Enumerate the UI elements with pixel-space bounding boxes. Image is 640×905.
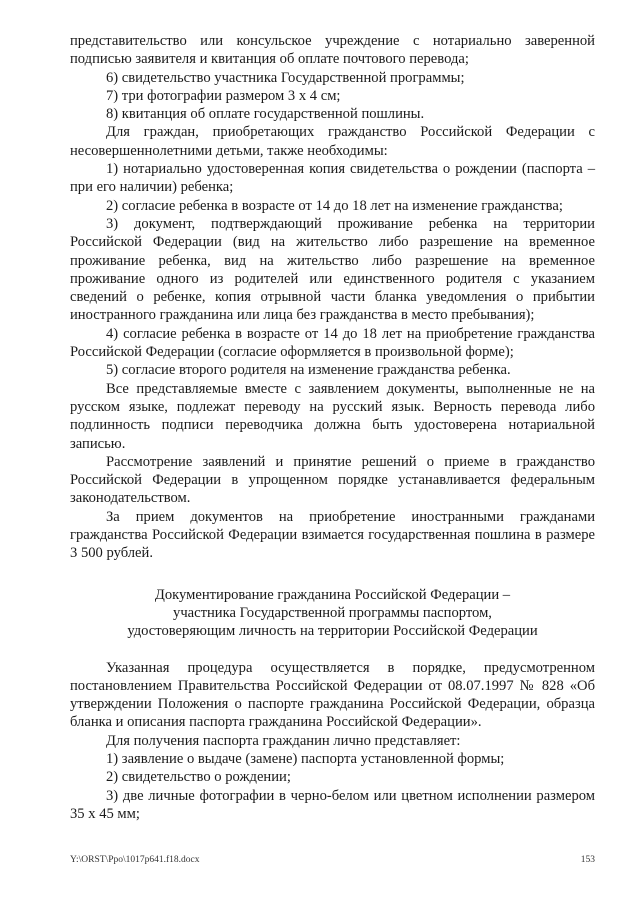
paragraph: 1) нотариально удостоверенная копия свидетельства о рождении (паспорта – при его наличии) ребенка; bbox=[70, 161, 595, 196]
paragraph: 3) две личные фотографии в черно-белом или цветном исполнении размером 35 х 45 мм; bbox=[70, 787, 595, 822]
paragraph: За прием документов на приобретение иностранными гражданами гражданства Российской Федерации взимается государственная пошлина в размере 3 500 рублей. bbox=[70, 508, 595, 562]
paragraph: Все представляемые вместе с заявлением документы, выполненные не на русском языке, подлежат переводу на русский язык. Верность перевода либо подлинность подписи переводчика должна быть удостоверена нотариальной записью. bbox=[70, 380, 595, 452]
paragraph: Для граждан, приобретающих гражданство Российской Федерации с несовершеннолетними детьми, также необходимы: bbox=[70, 124, 595, 159]
body-text-bottom bbox=[70, 659, 595, 824]
footer-file-path: Y:\ORST\Ppo\1017p641.f18.docx bbox=[70, 855, 200, 865]
paragraph: 8) квитанция об оплате государственной пошлины. bbox=[106, 106, 425, 123]
body-text-top bbox=[70, 32, 595, 563]
paragraph: Рассмотрение заявлений и принятие решений о приеме в гражданство Российской Федерации в упрощенном порядке устанавливается федеральным законодательством. bbox=[70, 453, 595, 507]
paragraph: 5) согласие второго родителя на изменение гражданства ребенка. bbox=[106, 362, 511, 379]
paragraph: представительство или консульское учреждение с нотариально заверенной подписью заявителя и квитанция об оплате почтового перевода; bbox=[70, 33, 595, 68]
paragraph: 3) документ, подтверждающий проживание ребенка на территории Российской Федерации (вид на жительство либо разрешение на временное проживание ребенка, вид на жительство либо разрешение на временное проживание одного из родителей или единственного родителя с указанием сведений о ребенке, копия отрывной части бланка уведомления о прибытии иностранного гражданина или лица без гражданства в место пребывания); bbox=[70, 215, 595, 324]
paragraph: Указанная процедура осуществляется в порядке, предусмотренном постановлением Правительства Российской Федерации от 08.07.1997 № 828 «Об утверждении Положения о паспорте гражданина Российской Федерации, образца бланка и описания паспорта гражданина Российской Федерации». bbox=[70, 659, 595, 731]
heading-line: участника Государственной программы паспортом, bbox=[173, 604, 492, 621]
paragraph: 2) свидетельство о рождении; bbox=[106, 769, 291, 786]
paragraph: 2) согласие ребенка в возрасте от 14 до 18 лет на изменение гражданства; bbox=[106, 197, 563, 214]
heading-line: Документирование гражданина Российской Федерации – bbox=[154, 586, 511, 603]
paragraph: Для получения паспорта гражданин лично представляет: bbox=[106, 732, 461, 749]
paragraph: 1) заявление о выдаче (замене) паспорта установленной формы; bbox=[106, 750, 505, 767]
heading-line: удостоверяющим личность на территории Российской Федерации bbox=[127, 623, 538, 640]
paragraph: 6) свидетельство участника Государственной программы; bbox=[106, 69, 465, 86]
paragraph: 7) три фотографии размером 3 х 4 см; bbox=[106, 87, 341, 104]
document-page bbox=[70, 32, 595, 823]
page-number: 153 bbox=[580, 855, 595, 865]
paragraph: 4) согласие ребенка в возрасте от 14 до 18 лет на приобретение гражданства Российской Федерации (согласие оформляется в произвольной форме); bbox=[70, 325, 595, 361]
section-heading bbox=[70, 586, 595, 641]
